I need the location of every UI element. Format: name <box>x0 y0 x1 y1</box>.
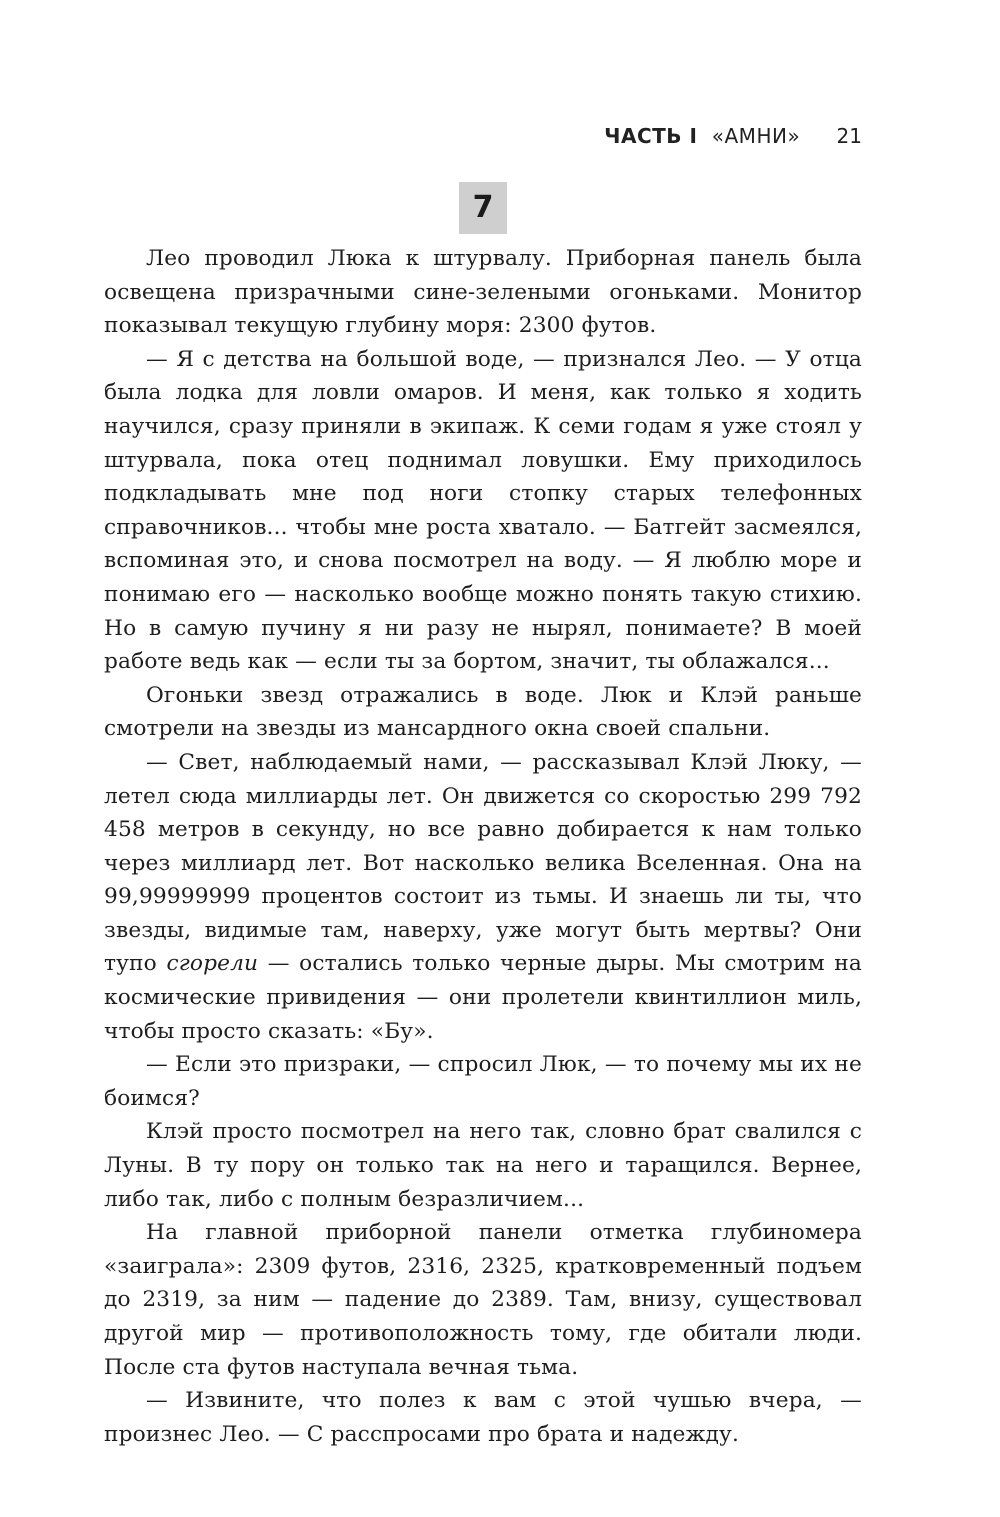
paragraph <box>104 746 862 1048</box>
paragraph: — Извините, что полез к вам с этой чушью вчера, — произнес Лео. — С расспросами про брата и надежду. <box>104 1388 862 1447</box>
paragraph: Лео проводил Люка к штурвалу. Приборная панель была освещена призрачными сине-зелеными огоньками. Монитор показывал текущую глубину моря: 2300 футов. <box>104 246 862 339</box>
paragraph-text: — остались только черные дыры. Мы смотрим на космические привидения — они пролетели квинтиллион миль, чтобы просто сказать: «Бу». <box>104 951 862 1044</box>
paragraph: Клэй просто посмотрел на него так, словно брат свалился с Луны. В ту пору он только так на него и таращился. Вернее, либо так, либо с полным безразличием... <box>104 1119 862 1212</box>
running-head-title: «АМНИ» <box>711 124 801 148</box>
running-head <box>604 122 862 150</box>
running-head-part: ЧАСТЬ I <box>604 124 698 148</box>
paragraph: На главной приборной панели отметка глубиномера «заиграла»: 2309 футов, 2316, 2325, кратковременный подъем до 2319, за ним — падение до 2389. Там, внизу, существовал другой мир — противоположность тому, где обитали люди. После ста футов наступала вечная тьма. <box>104 1220 862 1380</box>
page-number: 21 <box>836 124 862 148</box>
paragraph: — Я с детства на большой воде, — признался Лео. — У отца была лодка для ловли омаров. И меня, как только я ходить научился, сразу приняли в экипаж. К семи годам я уже стоял у штурвала, пока отец поднимал ловушки. Ему приходилось подкладывать мне под ноги стопку старых телефонных справочников... чтобы мне роста хватало. — Батгейт засмеялся, вспоминая это, и снова посмотрел на воду. — Я люблю море и понимаю его — насколько вообще можно понять такую стихию. Но в самую пучину я ни разу не нырял, понимаете? В моей работе ведь как — если ты за бортом, значит, ты облажался... <box>104 346 862 675</box>
chapter-number-badge: 7 <box>459 182 507 234</box>
paragraph: — Если это призраки, — спросил Люк, — то почему мы их не боимся? <box>104 1052 862 1111</box>
italic-emphasis: сгорели <box>166 951 259 977</box>
paragraph-text: — Свет, наблюдаемый нами, — рассказывал Клэй Люку, — летел сюда миллиарды лет. Он движется со скоростью 299 792 458 метров в секунду, но все равно добирается к нам только через миллиард лет. Вот насколько велика Вселенная. Она на 99,99999999 процентов состоит из тьмы. И знаешь ли ты, что звезды, видимые там, наверху, уже могут быть мертвы? Они тупо <box>104 749 862 977</box>
paragraph: Огоньки звезд отражались в воде. Люк и Клэй раньше смотрели на звезды из мансардного окна своей спальни. <box>104 682 862 742</box>
chapter-body-text <box>104 242 862 1451</box>
